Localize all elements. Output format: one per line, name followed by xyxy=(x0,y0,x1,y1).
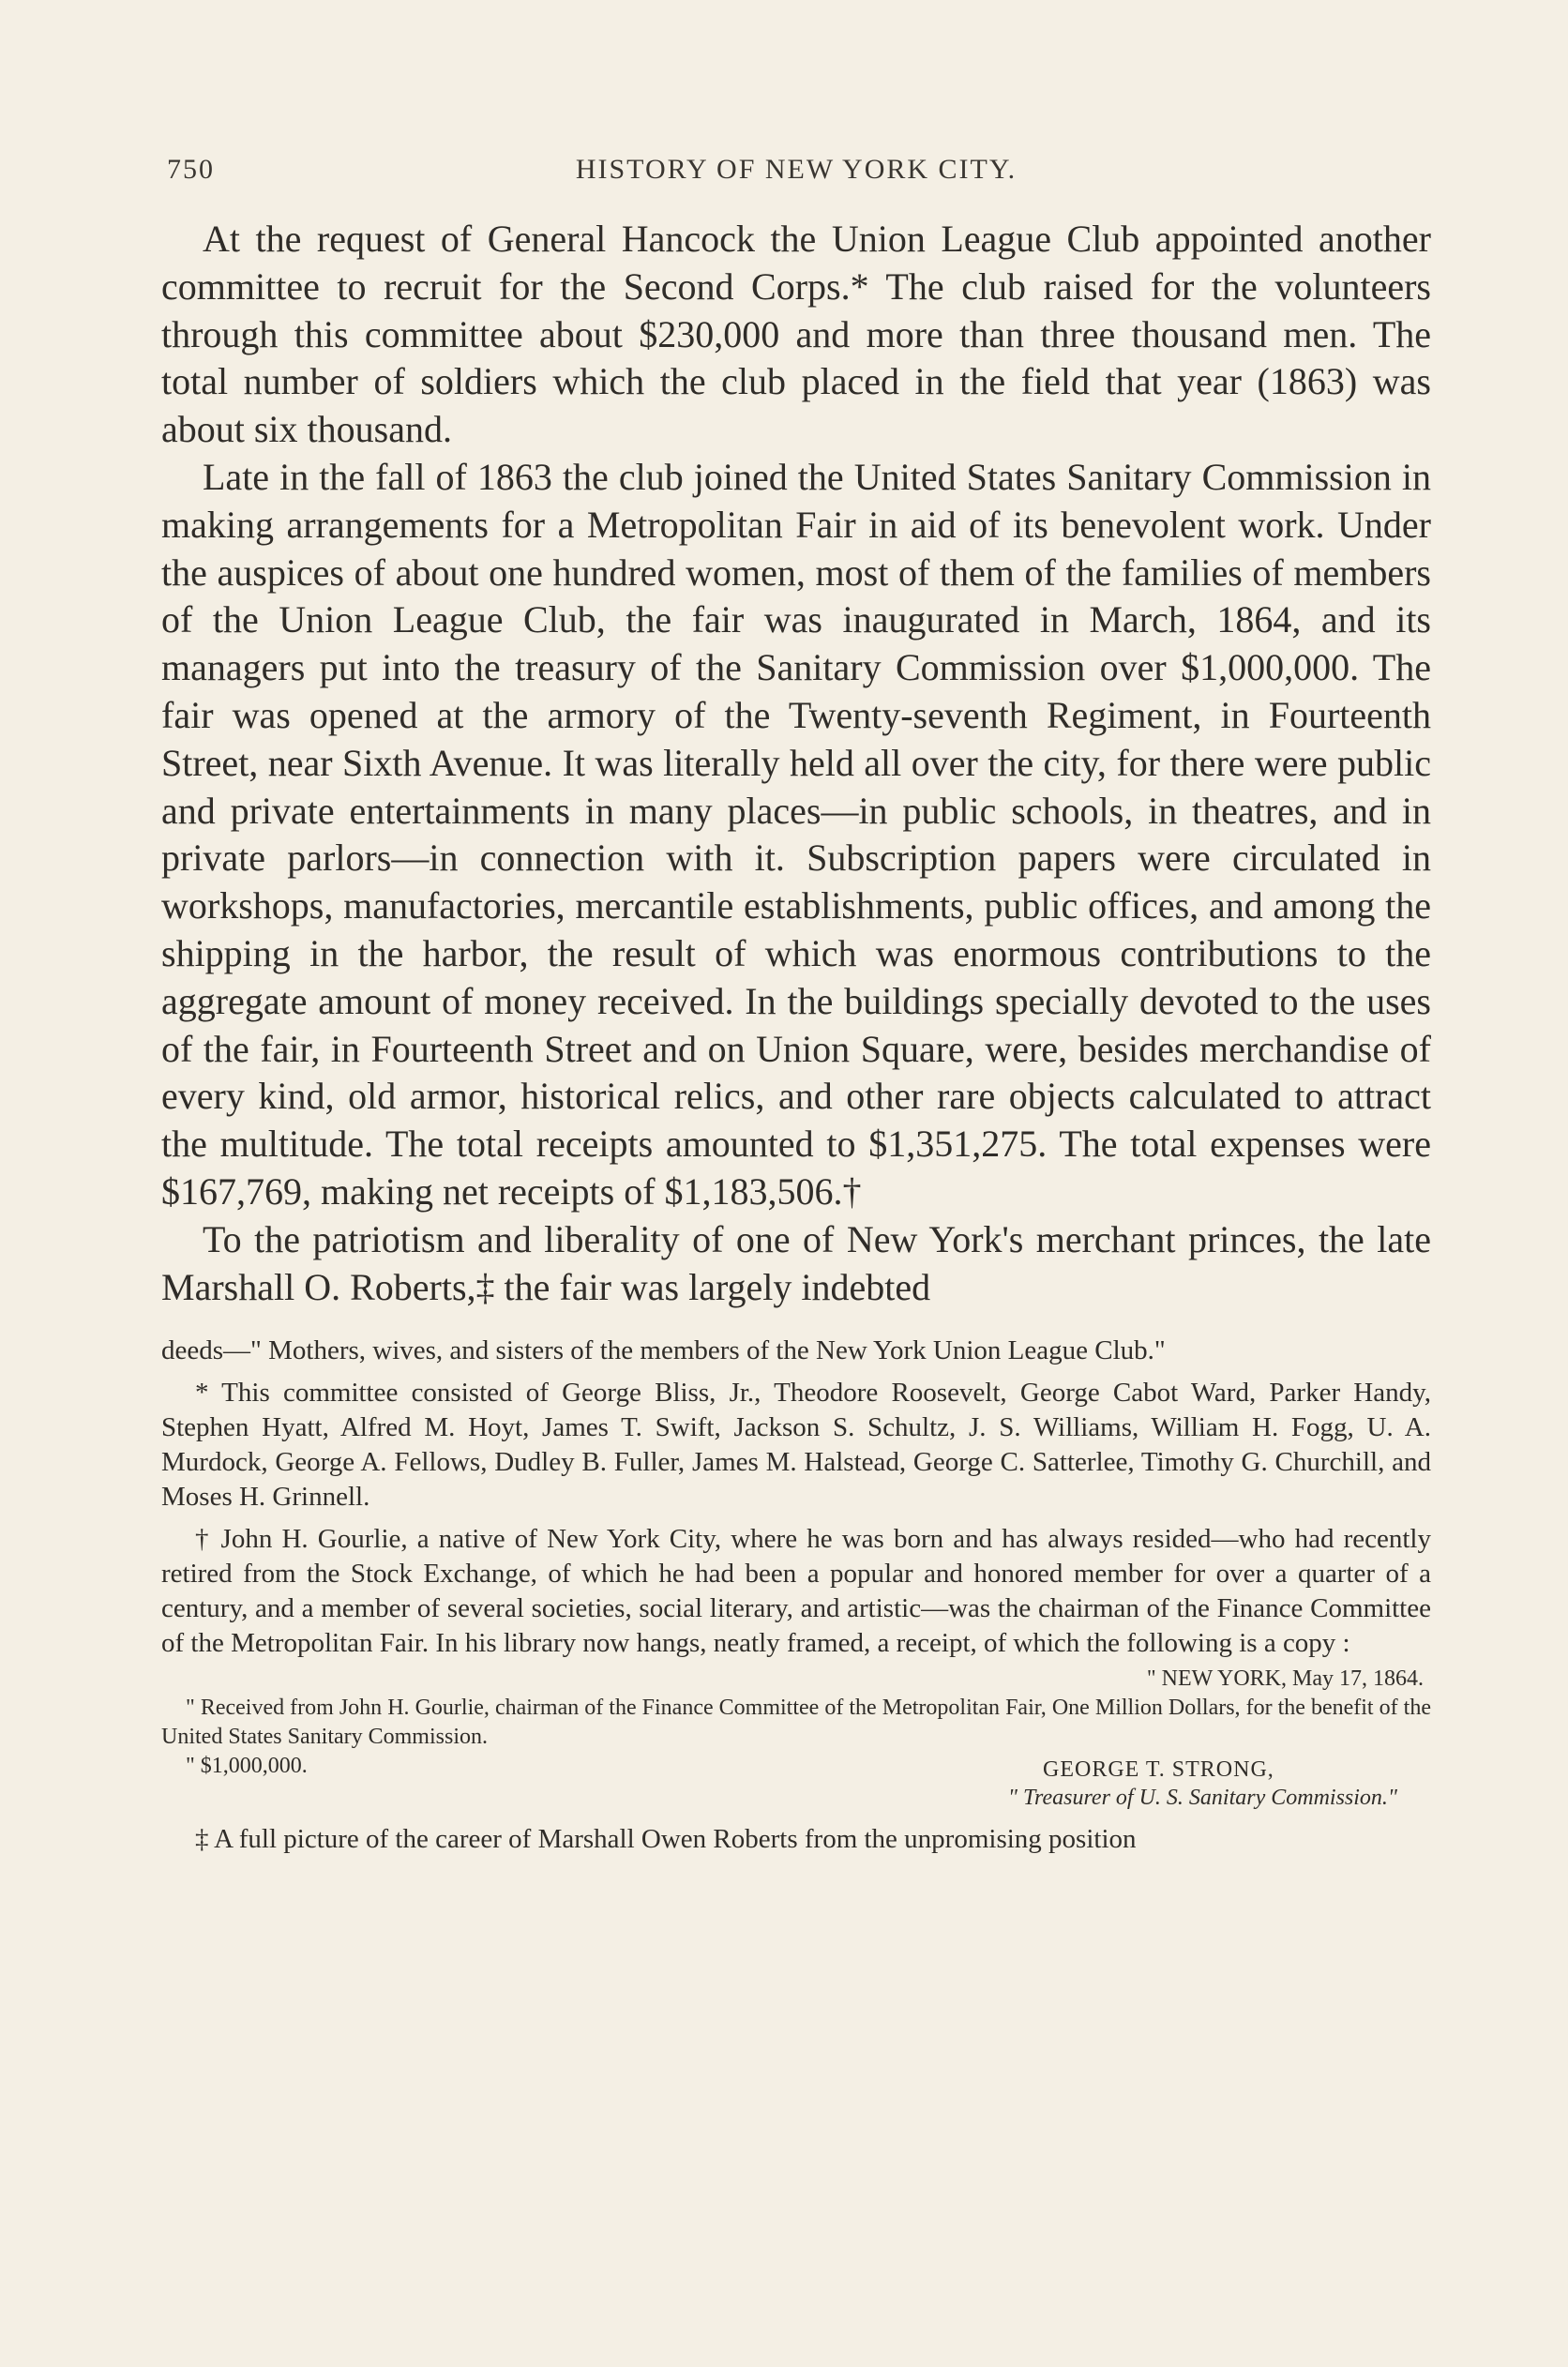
footnote-star: * This committee consisted of George Bliss, Jr., Theodore Roosevelt, George Cabot Ward, Parker Handy, Stephen Hyatt, Alfred M. Hoyt, James T. Swift, Jackson S. Schultz, J. S. Williams, William H. Fogg, U. A. Murdock, George A. Fellows, Dudley B. Fuller, James M. Halstead, George C. Satterlee, Timothy G. Churchill, and Moses H. Grinnell. xyxy=(161,1378,1431,1513)
receipt-amount: " $1,000,000. xyxy=(186,1754,308,1779)
paragraph-fair: Late in the fall of 1863 the club joined the United States Sanitary Commission in making arrangements for a Metropolitan Fair in aid of its benevolent work. Under the auspices of about one hundred women, most of them of the families of members of the Union League Club, the fair was inaugurated in March, 1864, and its managers put into the treasury of the Sanitary Commission over $1,000,000. The fair was opened at the armory of the Twenty-seventh Regiment, in Fourteenth Street, near Sixth Avenue. It was literally held all over the city, for there were public and private entertainments in many places—in public schools, in theatres, and in private parlors—in connection with it. Subscription papers were circulated in workshops, manufactories, mercantile establishments, public offices, and among the shipping in the harbor, the result of which was enormous contributions to the aggregate amount of money received. In the buildings specially devoted to the uses of the fair, in Fourteenth Street and on Union Square, were, besides merchandise of every kind, old armor, historical relics, and other rare objects calculated to attract the multitude. The total receipts amounted to $1,351,275. The total expenses were $167,769, making net receipts of $1,183,506.† xyxy=(161,455,1431,1213)
receipt-signer-title: " Treasurer of U. S. Sanitary Commission." xyxy=(1007,1786,1397,1811)
page-header xyxy=(161,141,1431,185)
footnote-dagger: † John H. Gourlie, a native of New York City, where he was born and has always resided—who had recently retired from the Stock Exchange, of which he had been a popular and honored member for over a quarter of a century, and a member of several societies, social literary, and artistic—was the chairman of the Finance Committee of the Metropolitan Fair. In his library now hangs, neatly framed, a receipt, of which the following is a copy : xyxy=(161,1524,1431,1659)
receipt-signer: GEORGE T. STRONG, xyxy=(1043,1757,1274,1783)
page xyxy=(161,141,1431,1857)
paragraph-roberts: To the patriotism and liberality of one of New York's merchant princes, the late Marshall O. Roberts,‡ the fair was largely indebted xyxy=(161,1217,1431,1308)
receipt-body: " Received from John H. Gourlie, chairman of the Finance Committee of the Metropolitan Fair, One Million Dollars, for the benefit of the United States Sanitary Commission. xyxy=(161,1696,1431,1750)
running-title: HISTORY OF NEW YORK CITY. xyxy=(575,154,1018,185)
body-text xyxy=(161,216,1431,1311)
receipt-copy xyxy=(161,1665,1431,1813)
footnote-continuation: deeds—" Mothers, wives, and sisters of the members of the New York Union League Club." xyxy=(161,1335,1166,1366)
page-number: 750 xyxy=(167,154,215,185)
paragraph-recruit: At the request of General Hancock the Union League Club appointed another committee to recruit for the Second Corps.* The club raised for the volunteers through this committee about $230,000 and more than three thousand men. The total number of soldiers which the club placed in the field that year (1863) was about six thousand. xyxy=(161,218,1431,451)
footnote-double-dagger: ‡ A full picture of the career of Marshall Owen Roberts from the unpromising position xyxy=(195,1824,1137,1855)
receipt-signature-row xyxy=(161,1752,1431,1784)
receipt-dateline: " NEW YORK, May 17, 1864. xyxy=(1146,1666,1424,1692)
footnotes xyxy=(161,1334,1431,1857)
